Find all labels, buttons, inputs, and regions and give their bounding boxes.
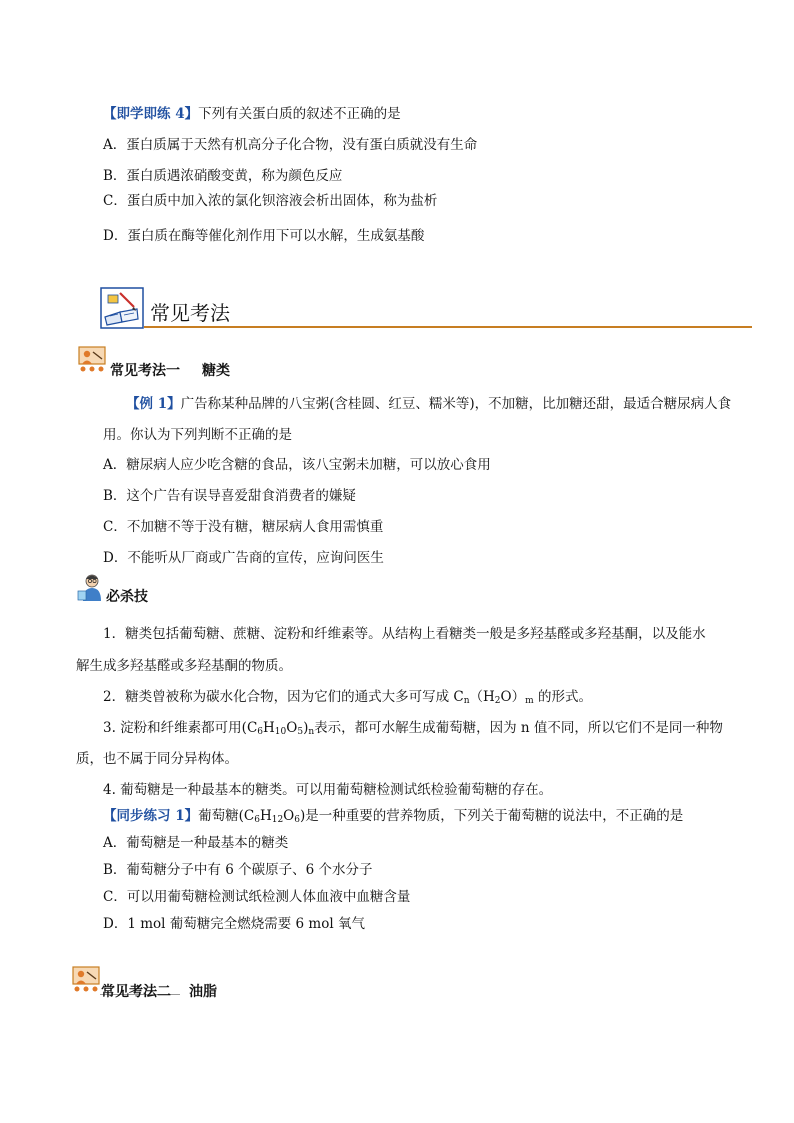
example1-line1 xyxy=(126,392,731,412)
book-icon xyxy=(100,287,144,329)
student-icon xyxy=(76,572,106,602)
practice4-question xyxy=(103,102,401,122)
subscript-12: 12 xyxy=(271,815,284,825)
formula-h: H xyxy=(263,720,275,736)
practice4-option-c: C．蛋白质中加入浓的氯化钡溶液会析出固体，称为盐析 xyxy=(103,193,438,209)
example1-option-c: C．不加糖不等于没有糖，糖尿病人食用需慎重 xyxy=(103,519,384,535)
tips-point-2-text: 2．糖类曾被称为碳水化合物，因为它们的通式大多可写成 C xyxy=(103,689,464,705)
sync1-tag: 【同步练习 1】 xyxy=(103,808,199,824)
example1-tag: 【例 1】 xyxy=(126,396,181,412)
tips-point-1-line2: 解生成多羟基醛或多羟基酮的物质。 xyxy=(76,658,292,674)
formula-o: O xyxy=(283,808,295,824)
practice4-option-d: D．蛋白质在酶等催化剂作用下可以水解，生成氨基酸 xyxy=(103,228,425,244)
practice4-tag: 【即学即练 4】 xyxy=(103,106,199,122)
subscript-n: n xyxy=(308,727,315,737)
section-title: 常见考法 xyxy=(150,301,230,325)
method2-heading xyxy=(101,981,217,1001)
tips-point-2 xyxy=(103,685,592,706)
example1-option-a: A．糖尿病人应少吃含糖的食品，该八宝粥未加糖，可以放心食用 xyxy=(103,457,491,473)
method1-title: 常见考法一 xyxy=(110,363,180,379)
practice4-option-b: B．蛋白质遇浓硝酸变黄，称为颜色反应 xyxy=(103,168,343,184)
sync1-post: )是一种重要的营养物质，下列关于葡萄糖的说法中，不正确的是 xyxy=(299,808,684,824)
tips-point-1-line1: 1．糖类包括葡萄糖、蔗糖、淀粉和纤维素等。从结构上看糖类一般是多羟基醛或多羟基酮，以及能水 xyxy=(103,626,706,642)
sync1-option-d: D．1 mol 葡萄糖完全燃烧需要 6 mol 氧气 xyxy=(103,916,365,932)
subscript-5: 5 xyxy=(297,727,304,737)
tips-point-4: 4. 葡萄糖是一种最基本的糖类。可以用葡萄糖检测试纸检验葡萄糖的存在。 xyxy=(103,782,553,798)
tips-point-2-text-b: （H xyxy=(469,689,495,705)
sync1-option-b: B．葡萄糖分子中有 6 个碳原子、6 个水分子 xyxy=(103,862,373,878)
example1-option-b: B．这个广告有误导喜爱甜食消费者的嫌疑 xyxy=(103,488,356,504)
tips-point-2-text-c: O） xyxy=(500,689,526,705)
formula-o: O xyxy=(286,720,298,736)
tips-point-3-line1 xyxy=(103,716,723,737)
subscript-6: 6 xyxy=(294,815,300,825)
tips-point-3-pre: 3. 淀粉和纤维素都可用(C xyxy=(103,720,258,736)
sync1-pre: 葡萄糖(C xyxy=(198,808,255,824)
method2-topic: 油脂 xyxy=(189,984,217,1000)
method1-heading xyxy=(110,360,230,380)
section-divider xyxy=(144,326,752,328)
subscript-6: 6 xyxy=(254,815,260,825)
subscript-m: m xyxy=(525,696,534,706)
subscript-n: n xyxy=(463,696,470,706)
example1-line2: 用。你认为下列判断不正确的是 xyxy=(103,427,292,443)
method1-topic: 糖类 xyxy=(202,363,230,379)
method2-title: 常见考法二 xyxy=(101,984,171,1000)
formula-h: H xyxy=(259,808,272,824)
tips-title: 必杀技 xyxy=(106,589,148,605)
formula-close: ) xyxy=(303,720,309,736)
tips-point-3-post: 表示，都可水解生成葡萄糖，因为 n 值不同，所以它们不是同一种物 xyxy=(314,720,723,736)
subscript-6: 6 xyxy=(257,727,264,737)
sync1-question xyxy=(103,804,683,825)
teacher-icon xyxy=(78,346,106,374)
example1-option-d: D．不能听从厂商或广告商的宣传，应询问医生 xyxy=(103,550,384,566)
example1-text-1: 广告称某种品牌的八宝粥(含桂圆、红豆、糯米等)，不加糖，比加糖还甜，最适合糖尿病人食 xyxy=(180,396,732,412)
tips-point-2-text-d: 的形式。 xyxy=(533,689,592,705)
tips-point-3-line2: 质，也不属于同分异构体。 xyxy=(76,751,238,767)
subscript-2: 2 xyxy=(494,696,501,706)
sync1-option-c: C．可以用葡萄糖检测试纸检测人体血液中血糖含量 xyxy=(103,889,411,905)
practice4-text: 下列有关蛋白质的叙述不正确的是 xyxy=(198,106,401,122)
practice4-option-a: A．蛋白质属于天然有机高分子化合物，没有蛋白质就没有生命 xyxy=(103,137,478,153)
subscript-10: 10 xyxy=(274,727,287,737)
sync1-option-a: A．葡萄糖是一种最基本的糖类 xyxy=(103,835,289,851)
teacher-icon xyxy=(72,966,100,994)
